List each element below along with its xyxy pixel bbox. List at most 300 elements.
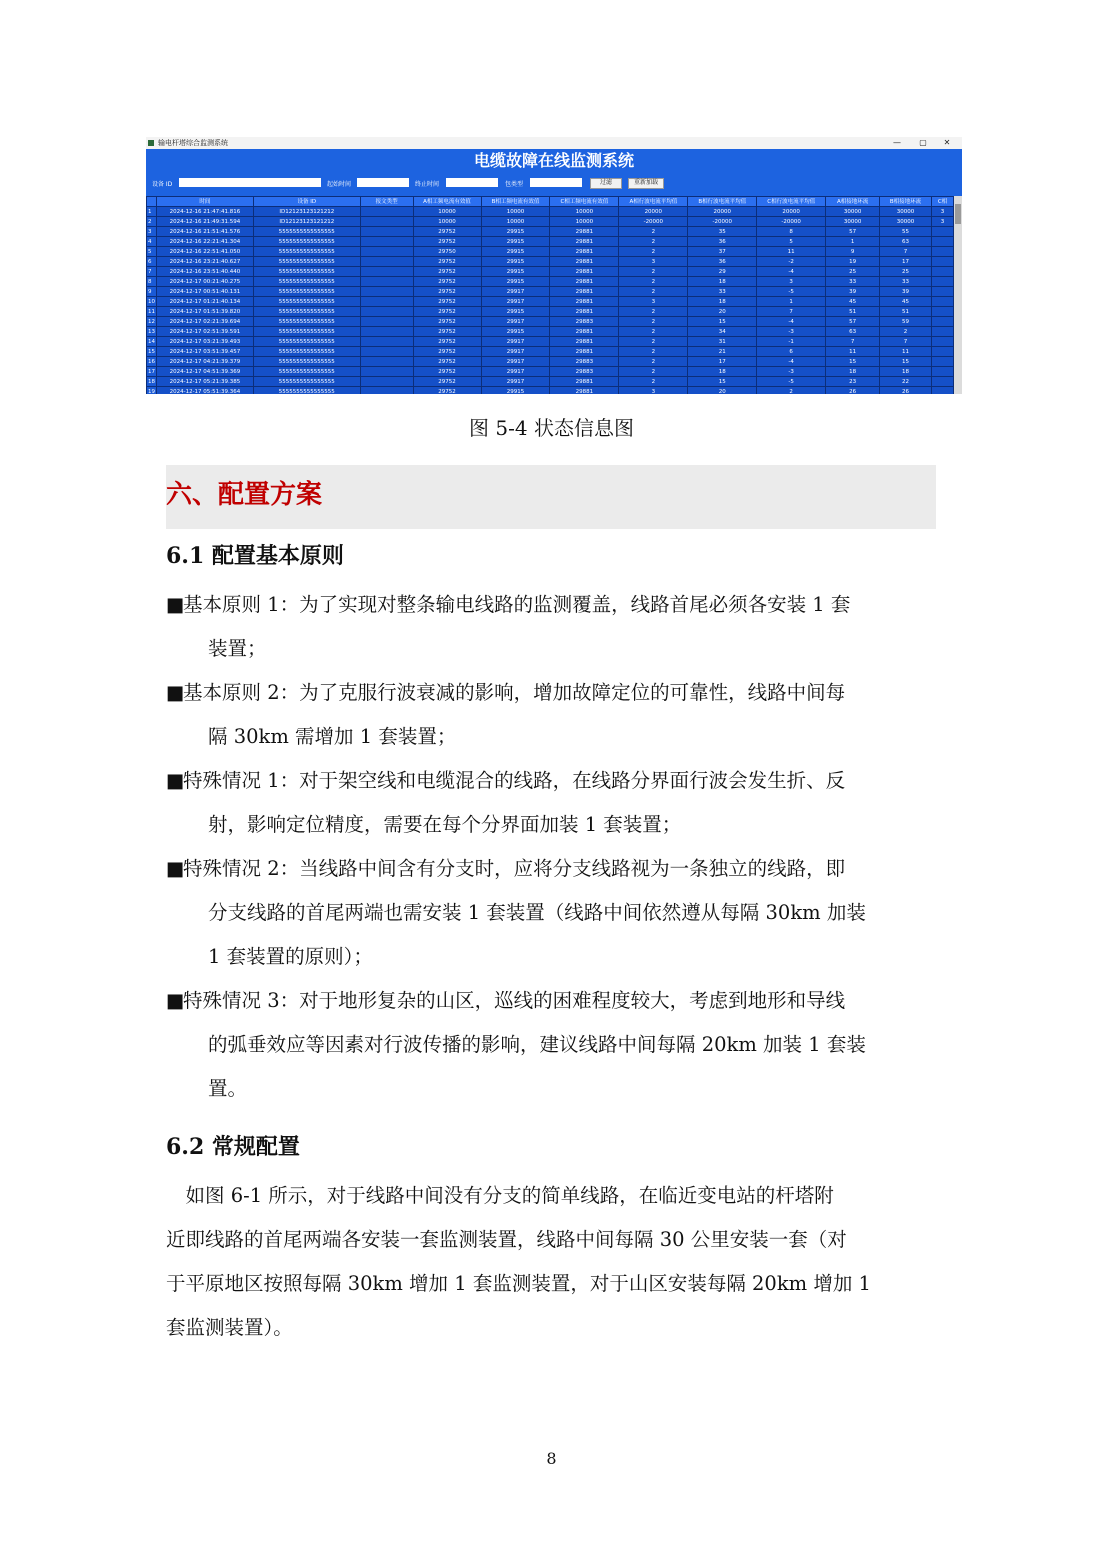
bullet-continuation-line: 的弧垂效应等因素对行波传播的影响，建议线路中间每隔 20km 加装 1 套装 [208,1033,866,1056]
table-cell: 29752 [413,377,481,387]
table-cell: 2 [619,247,688,257]
table-cell: 8 [757,227,826,237]
table-cell: 3 [931,207,953,217]
table-cell: 18 [880,367,932,377]
table-cell: 29752 [413,237,481,247]
table-cell: 2 [619,267,688,277]
window-titlebar [146,137,962,149]
table-cell: 2024-12-16 21:49:31.594 [156,217,253,227]
table-cell: -5 [757,287,826,297]
table-cell: 21 [688,347,757,357]
table-cell: 29915 [481,277,550,287]
table-cell: 29752 [413,287,481,297]
table-cell: 29883 [550,367,619,377]
table-cell: 10000 [481,207,550,217]
row-number: 11 [148,308,155,315]
data-table [146,196,954,394]
table-cell: 29917 [481,287,550,297]
table-cell: 9 [826,247,880,257]
table-cell: 7 [880,247,932,257]
table-cell: 2024-12-17 00:51:40.131 [156,287,253,297]
table-row[interactable] [147,357,954,367]
packet-type-label: 包类型 [505,181,524,188]
table-cell [360,207,413,217]
table-cell [931,237,953,247]
table-cell: 29881 [550,257,619,267]
table-cell: 57 [826,317,880,327]
table-row[interactable] [147,287,954,297]
table-cell: 2 [619,277,688,287]
table-cell: 26 [880,387,932,395]
table-cell [360,377,413,387]
bullet-continuation-line: 1 套装置的原则）； [208,945,373,968]
table-cell: -4 [757,317,826,327]
table-cell: 35 [688,227,757,237]
bullet-marker: ■ [166,681,185,704]
table-cell: 10000 [550,217,619,227]
table-cell: 29752 [413,317,481,327]
table-cell: 2024-12-17 02:21:39.694 [156,317,253,327]
row-number: 16 [148,358,155,365]
column-header[interactable]: A相行波电流平均值 [619,197,688,207]
table-cell [931,337,953,347]
table-cell: 5555555555555555 [253,227,360,237]
table-cell: 29915 [481,247,550,257]
table-cell: 29752 [413,307,481,317]
table-cell: 29881 [550,337,619,347]
table-row[interactable] [147,327,954,337]
table-cell [360,227,413,237]
table-row[interactable] [147,277,954,287]
table-cell: 2024-12-17 00:21:40.275 [156,277,253,287]
table-cell: -4 [757,267,826,277]
status-info-screenshot [146,137,962,394]
table-cell: 5555555555555555 [253,347,360,357]
table-cell: 39 [880,287,932,297]
bullet-marker: ■ [166,769,185,792]
row-number: 9 [147,287,157,297]
table-cell: 5555555555555555 [253,317,360,327]
table-cell: 5555555555555555 [253,237,360,247]
table-cell: ID12123123121212 [253,217,360,227]
bullet-marker: ■ [166,989,185,1012]
column-header[interactable]: 报文类型 [360,197,413,207]
table-cell: 10000 [413,207,481,217]
table-cell: 2 [619,357,688,367]
figure-caption: 图 5-4 状态信息图 [469,416,634,440]
column-header[interactable]: B相行波电流平均值 [688,197,757,207]
table-cell: 26 [826,387,880,395]
table-cell: 29917 [481,297,550,307]
table-cell: 57 [826,227,880,237]
paragraph-line: 于平原地区按照每隔 30km 增加 1 套监测装置，对于山区安装每隔 20km 增加 1 [166,1272,871,1295]
table-cell [931,287,953,297]
table-cell: 29881 [550,277,619,287]
bullet-marker: ■ [166,857,185,880]
table-cell: 29883 [550,317,619,327]
table-cell: 51 [826,307,880,317]
table-cell [931,367,953,377]
table-cell: 3 [619,297,688,307]
row-number: 19 [147,387,157,395]
table-cell: 45 [826,297,880,307]
table-cell: -2 [757,257,826,267]
table-cell [360,357,413,367]
table-header-row [147,197,954,207]
table-cell: 5555555555555555 [253,377,360,387]
table-cell: 29752 [413,327,481,337]
maximize-icon[interactable]: ▢ [919,138,927,147]
table-cell [931,267,953,277]
table-cell: -4 [757,357,826,367]
table-row[interactable] [147,227,954,237]
table-cell [360,287,413,297]
table-cell [931,377,953,387]
end-time-label: 终止时间 [415,181,440,188]
table-cell [931,357,953,367]
table-cell: 29881 [550,247,619,257]
table-row[interactable] [147,367,954,377]
device-id-input[interactable] [179,178,321,187]
table-row[interactable] [147,317,954,327]
column-header[interactable]: B相接地环流 [880,197,932,207]
bullet-first-line: 特殊情况 1：对于架空线和电缆混合的线路，在线路分界面行波会发生折、反 [183,769,846,792]
table-cell: 2024-12-16 22:21:41.304 [156,237,253,247]
table-cell [360,387,413,395]
table-cell: 3 [931,217,953,227]
table-cell: 29883 [550,357,619,367]
table-cell: 29881 [550,297,619,307]
table-cell: 22 [880,377,932,387]
table-cell [360,257,413,267]
table-cell: 2024-12-16 23:21:40.627 [156,257,253,267]
table-cell: 39 [826,287,880,297]
table-cell: 29881 [550,267,619,277]
table-cell: 2 [619,317,688,327]
table-cell: 29752 [413,357,481,367]
table-cell: 2 [619,347,688,357]
table-cell: -5 [757,377,826,387]
table-cell: 29917 [481,347,550,357]
bullet-first-line: 基本原则 1：为了实现对整条输电线路的监测覆盖，线路首尾必须各安装 1 套 [183,593,851,616]
page-number: 8 [546,1449,557,1468]
table-cell: 11 [826,347,880,357]
table-row[interactable] [147,377,954,387]
table-cell: 5555555555555555 [253,287,360,297]
row-number: 6 [147,257,157,267]
table-cell: 10000 [550,207,619,217]
table-cell: 5555555555555555 [253,297,360,307]
table-cell: -20000 [757,217,826,227]
table-cell: -3 [757,367,826,377]
table-cell: 36 [688,257,757,267]
column-header[interactable]: A相接地环流 [826,197,880,207]
table-cell: 6 [757,347,826,357]
table-cell: 11 [757,247,826,257]
bullet-item [166,583,938,671]
table-cell: 29915 [481,267,550,277]
table-cell [931,257,953,267]
table-cell: 55 [880,227,932,237]
table-cell [931,387,953,395]
table-cell: 29752 [413,347,481,357]
table-scrollbar[interactable] [954,196,962,394]
table-cell: 29881 [550,327,619,337]
table-cell: 2 [619,307,688,317]
table-cell: 33 [880,277,932,287]
table-cell: 15 [826,357,880,367]
table-row[interactable] [147,297,954,307]
table-cell [931,247,953,257]
bullet-marker: ■ [166,593,185,616]
section-6-2-paragraph [166,1174,938,1350]
bullet-first-line: 基本原则 2：为了克服行波衰减的影响，增加故障定位的可靠性，线路中间每 [183,681,846,704]
table-cell: 31 [688,337,757,347]
table-cell: 29752 [413,267,481,277]
table-cell [360,367,413,377]
section-6-title: 六、配置方案 [166,480,323,510]
section-6-1-title: 6.1 配置基本原则 [166,543,344,569]
column-header[interactable]: A相工频电流有效值 [413,197,481,207]
table-cell [360,327,413,337]
table-cell: -3 [757,327,826,337]
table-cell: 33 [826,277,880,287]
table-cell: 34 [688,327,757,337]
table-cell: 2024-12-16 21:51:41.576 [156,227,253,237]
table-cell: 51 [880,307,932,317]
table-cell: 37 [688,247,757,257]
row-number: 8 [147,277,157,287]
table-cell: 2024-12-17 04:51:39.369 [156,367,253,377]
bullet-item [166,671,938,759]
row-number: 7 [147,267,157,277]
close-icon[interactable]: ✕ [943,138,951,147]
table-cell: 2 [757,387,826,395]
bullet-continuation-line: 射，影响定位精度，需要在每个分界面加装 1 套装置； [208,813,682,836]
table-cell: 20000 [688,207,757,217]
table-cell [360,237,413,247]
column-header[interactable]: C相行波电流平均值 [757,197,826,207]
app-main-panel [146,149,962,394]
table-cell: 5555555555555555 [253,357,360,367]
table-cell: -1 [757,337,826,347]
table-cell: 29915 [481,307,550,317]
table-cell: 29752 [413,257,481,267]
table-row[interactable] [147,307,954,317]
table-cell: 25 [826,267,880,277]
table-cell: 15 [688,317,757,327]
device-id-label: 设备 ID [152,181,173,188]
column-header[interactable]: 设备 ID [253,197,360,207]
table-cell: 15 [688,377,757,387]
start-time-label: 起始时间 [327,181,352,188]
table-cell [360,337,413,347]
bullet-first-line: 特殊情况 3：对于地形复杂的山区，巡线的困难程度较大，考虑到地形和导线 [183,989,846,1012]
table-cell: 29917 [481,377,550,387]
table-cell: 29881 [550,237,619,247]
table-cell: 7 [757,307,826,317]
row-number: 2 [147,217,157,227]
table-cell: 29752 [413,337,481,347]
bullet-continuation-line: 装置； [208,637,267,660]
table-cell: 2024-12-16 22:51:41.050 [156,247,253,257]
table-cell: 2 [619,377,688,387]
table-cell: 2 [619,237,688,247]
row-number: 13 [148,328,155,335]
row-number: 17 [148,368,155,375]
table-cell: 2 [880,327,932,337]
table-cell [360,297,413,307]
table-row[interactable] [147,347,954,357]
row-number: 5 [147,247,157,257]
table-cell: 29881 [550,347,619,357]
table-cell [360,267,413,277]
bullet-item [166,979,938,1111]
table-cell: -20000 [619,217,688,227]
table-cell [360,247,413,257]
table-cell: 5 [757,237,826,247]
table-cell: 59 [880,317,932,327]
table-cell: 29915 [481,387,550,395]
table-cell: 29752 [413,277,481,287]
table-cell: 20 [688,307,757,317]
table-cell: 29752 [413,387,481,395]
table-cell: 63 [880,237,932,247]
table-cell [931,327,953,337]
table-cell: 2024-12-17 05:51:39.364 [156,387,253,395]
table-cell [931,307,953,317]
table-cell: 29915 [481,257,550,267]
row-number: 4 [147,237,157,247]
table-row[interactable] [147,337,954,347]
table-cell: 17 [880,257,932,267]
table-cell: 1 [757,297,826,307]
table-cell: 30000 [880,207,932,217]
table-cell: 10000 [481,217,550,227]
system-title: 电缆故障在线监测系统 [473,151,634,170]
table-cell: 29 [688,267,757,277]
table-row[interactable] [147,387,954,395]
table-cell: ID12123123121212 [253,207,360,217]
table-cell: 29915 [481,237,550,247]
table-cell: 2 [619,367,688,377]
paragraph-line: 近即线路的首尾两端各安装一套监测装置，线路中间每隔 30 公里安装一套（对 [166,1228,847,1251]
table-cell: 29917 [481,357,550,367]
table-cell: 2024-12-16 23:51:40.440 [156,267,253,277]
table-cell: 5555555555555555 [253,257,360,267]
table-cell: 2024-12-17 05:21:39.385 [156,377,253,387]
table-cell: 3 [619,387,688,395]
table-cell: 2024-12-17 03:21:39.493 [156,337,253,347]
filter-bar [146,176,962,190]
table-row[interactable] [147,267,954,277]
window-title: 输电杆塔综合监测系统 [158,139,228,147]
table-cell: 20000 [619,207,688,217]
packet-type-input[interactable] [530,178,582,187]
paragraph-line: 如图 6-1 所示，对于线路中间没有分支的简单线路，在临近变电站的杆塔附 [166,1184,834,1207]
row-number: 15 [148,348,155,355]
start-time-input[interactable] [357,178,409,187]
column-header[interactable]: C相 [931,197,953,207]
table-cell: 29915 [481,227,550,237]
reload-button[interactable]: 重新加载 [628,178,664,189]
row-number: 3 [147,227,157,237]
column-header[interactable] [147,197,157,207]
table-cell: 5555555555555555 [253,367,360,377]
table-cell: -20000 [688,217,757,227]
table-cell: 29752 [413,367,481,377]
column-header[interactable]: 时间 [156,197,253,207]
table-cell: 30000 [880,217,932,227]
app-icon [148,140,154,146]
bullet-first-line: 特殊情况 2：当线路中间含有分支时，应将分支线路视为一条独立的线路，即 [183,857,846,880]
table-cell: 10000 [413,217,481,227]
table-row[interactable] [147,247,954,257]
section-6-2-title: 6.2 常规配置 [166,1134,300,1160]
table-row[interactable] [147,217,954,227]
table-cell: 5555555555555555 [253,277,360,287]
table-cell: 29881 [550,287,619,297]
table-cell: 2024-12-17 02:51:39.591 [156,327,253,337]
table-cell: 17 [688,357,757,367]
table-cell [931,317,953,327]
table-cell: 20000 [757,207,826,217]
table-row[interactable] [147,257,954,267]
row-number: 10 [148,298,155,305]
table-cell: 29750 [413,247,481,257]
table-cell: 3 [757,277,826,287]
row-number: 1 [147,207,157,217]
table-cell: 1 [826,237,880,247]
table-cell [931,347,953,357]
table-cell: 15 [880,357,932,367]
table-cell: 30000 [826,217,880,227]
end-time-input[interactable] [446,178,498,187]
table-cell: 5555555555555555 [253,267,360,277]
table-cell: 23 [826,377,880,387]
table-cell: 5555555555555555 [253,247,360,257]
table-row[interactable] [147,207,954,217]
table-cell: 2024-12-17 04:21:39.379 [156,357,253,367]
table-cell: 20 [688,387,757,395]
table-cell: 18 [826,367,880,377]
table-cell: 18 [688,367,757,377]
table-cell: 18 [688,297,757,307]
table-cell: 5555555555555555 [253,337,360,347]
table-cell: 33 [688,287,757,297]
table-cell: 2024-12-17 01:51:39.820 [156,307,253,317]
scrollbar-thumb[interactable] [955,204,961,224]
table-cell [360,347,413,357]
column-header[interactable]: B相工频电流有效值 [481,197,550,207]
table-cell: 29881 [550,387,619,395]
column-header[interactable]: C相工频电流有效值 [550,197,619,207]
table-cell: 29917 [481,337,550,347]
table-cell: 2 [619,287,688,297]
filter-button[interactable]: 过滤 [590,178,622,189]
table-row[interactable] [147,237,954,247]
minimize-icon[interactable]: — [893,138,901,147]
table-cell [931,227,953,237]
table-cell: 29752 [413,227,481,237]
table-cell: 29752 [413,297,481,307]
bullet-continuation-line: 分支线路的首尾两端也需安装 1 套装置（线路中间依然遵从每隔 30km 加装 [208,901,866,924]
table-cell: 7 [826,337,880,347]
row-number: 18 [148,378,155,385]
section-6-heading [166,465,936,529]
table-cell [931,297,953,307]
bullet-item [166,759,938,847]
